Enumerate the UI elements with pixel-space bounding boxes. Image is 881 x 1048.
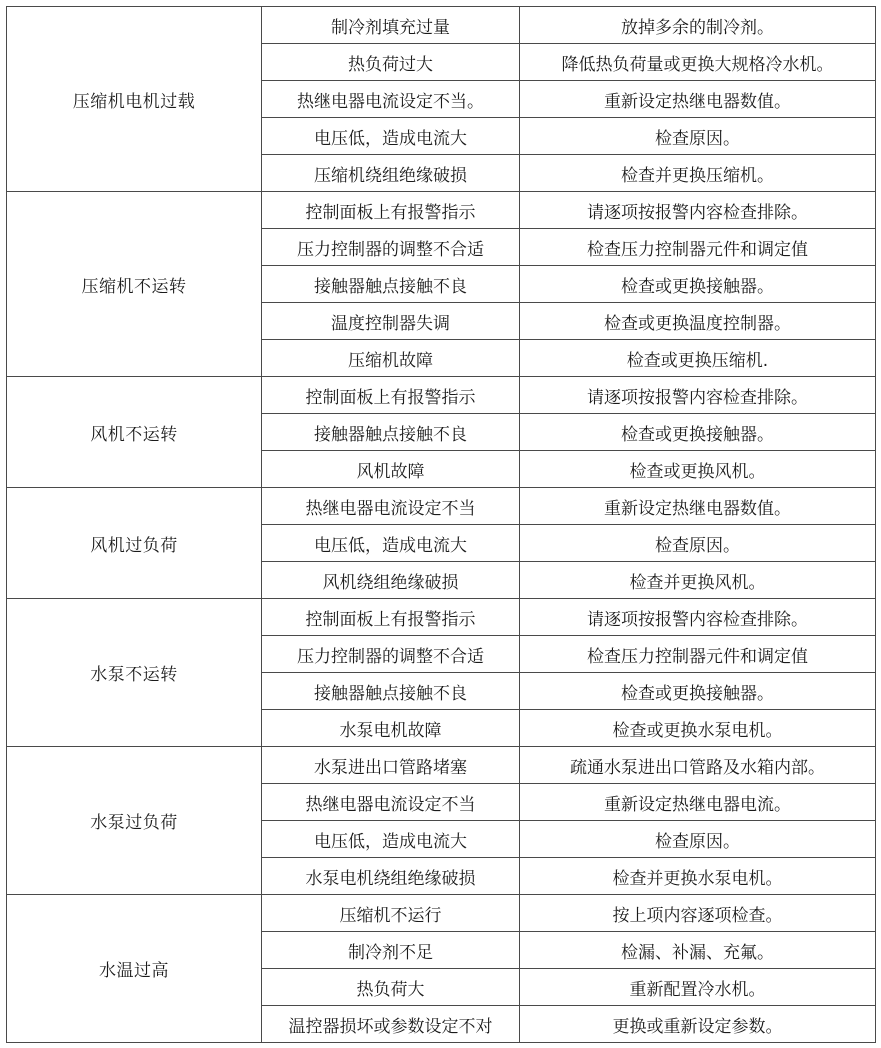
fault-cause-cell: 接触器触点接触不良 <box>262 414 520 451</box>
remedy-cell: 按上项内容逐项检查。 <box>520 895 876 932</box>
fault-cause-cell: 压力控制器的调整不合适 <box>262 636 520 673</box>
remedy-cell: 检查压力控制器元件和调定值 <box>520 229 876 266</box>
fault-cause-cell: 制冷剂不足 <box>262 932 520 969</box>
remedy-cell: 重新配置冷水机。 <box>520 969 876 1006</box>
fault-cause-cell: 热继电器电流设定不当。 <box>262 81 520 118</box>
remedy-cell: 疏通水泵进出口管路及水箱内部。 <box>520 747 876 784</box>
fault-cause-cell: 电压低，造成电流大 <box>262 118 520 155</box>
fault-symptom-cell: 水泵不运转 <box>7 599 262 747</box>
table-row <box>7 192 876 229</box>
remedy-cell: 请逐项按报警内容检查排除。 <box>520 377 876 414</box>
remedy-cell: 请逐项按报警内容检查排除。 <box>520 599 876 636</box>
troubleshooting-table <box>6 6 876 1043</box>
table-row <box>7 895 876 932</box>
remedy-cell: 检查并更换压缩机。 <box>520 155 876 192</box>
table-row <box>7 488 876 525</box>
remedy-cell: 放掉多余的制冷剂。 <box>520 7 876 44</box>
remedy-cell: 检查并更换风机。 <box>520 562 876 599</box>
fault-cause-cell: 控制面板上有报警指示 <box>262 599 520 636</box>
remedy-cell: 检查原因。 <box>520 821 876 858</box>
fault-cause-cell: 压缩机不运行 <box>262 895 520 932</box>
fault-cause-cell: 压力控制器的调整不合适 <box>262 229 520 266</box>
fault-cause-cell: 热负荷过大 <box>262 44 520 81</box>
remedy-cell: 重新设定热继电器电流。 <box>520 784 876 821</box>
fault-cause-cell: 风机故障 <box>262 451 520 488</box>
remedy-cell: 检漏、补漏、充氟。 <box>520 932 876 969</box>
table-row <box>7 747 876 784</box>
remedy-cell: 请逐项按报警内容检查排除。 <box>520 192 876 229</box>
table-row <box>7 377 876 414</box>
remedy-cell: 检查并更换水泵电机。 <box>520 858 876 895</box>
fault-cause-cell: 热负荷大 <box>262 969 520 1006</box>
fault-cause-cell: 压缩机故障 <box>262 340 520 377</box>
remedy-cell: 检查或更换水泵电机。 <box>520 710 876 747</box>
table-row <box>7 599 876 636</box>
remedy-cell: 更换或重新设定参数。 <box>520 1006 876 1043</box>
remedy-cell: 检查或更换接触器。 <box>520 266 876 303</box>
fault-cause-cell: 温度控制器失调 <box>262 303 520 340</box>
remedy-cell: 检查或更换温度控制器。 <box>520 303 876 340</box>
fault-cause-cell: 水泵电机绕组绝缘破损 <box>262 858 520 895</box>
fault-symptom-cell: 风机不运转 <box>7 377 262 488</box>
fault-cause-cell: 热继电器电流设定不当 <box>262 784 520 821</box>
fault-symptom-cell: 水泵过负荷 <box>7 747 262 895</box>
fault-cause-cell: 热继电器电流设定不当 <box>262 488 520 525</box>
table-row <box>7 7 876 44</box>
fault-symptom-cell: 水温过高 <box>7 895 262 1043</box>
fault-symptom-cell: 压缩机不运转 <box>7 192 262 377</box>
troubleshooting-table-body <box>7 7 876 1043</box>
fault-cause-cell: 控制面板上有报警指示 <box>262 192 520 229</box>
fault-cause-cell: 控制面板上有报警指示 <box>262 377 520 414</box>
remedy-cell: 检查或更换接触器。 <box>520 414 876 451</box>
fault-cause-cell: 接触器触点接触不良 <box>262 673 520 710</box>
fault-symptom-cell: 压缩机电机过载 <box>7 7 262 192</box>
remedy-cell: 重新设定热继电器数值。 <box>520 81 876 118</box>
fault-symptom-cell: 风机过负荷 <box>7 488 262 599</box>
fault-cause-cell: 接触器触点接触不良 <box>262 266 520 303</box>
remedy-cell: 检查或更换风机。 <box>520 451 876 488</box>
fault-cause-cell: 电压低，造成电流大 <box>262 525 520 562</box>
fault-cause-cell: 电压低，造成电流大 <box>262 821 520 858</box>
fault-cause-cell: 风机绕组绝缘破损 <box>262 562 520 599</box>
remedy-cell: 检查压力控制器元件和调定值 <box>520 636 876 673</box>
remedy-cell: 检查或更换接触器。 <box>520 673 876 710</box>
remedy-cell: 降低热负荷量或更换大规格冷水机。 <box>520 44 876 81</box>
remedy-cell: 重新设定热继电器数值。 <box>520 488 876 525</box>
fault-cause-cell: 水泵进出口管路堵塞 <box>262 747 520 784</box>
remedy-cell: 检查原因。 <box>520 118 876 155</box>
fault-cause-cell: 水泵电机故障 <box>262 710 520 747</box>
remedy-cell: 检查或更换压缩机. <box>520 340 876 377</box>
fault-cause-cell: 制冷剂填充过量 <box>262 7 520 44</box>
fault-cause-cell: 温控器损坏或参数设定不对 <box>262 1006 520 1043</box>
remedy-cell: 检查原因。 <box>520 525 876 562</box>
fault-cause-cell: 压缩机绕组绝缘破损 <box>262 155 520 192</box>
